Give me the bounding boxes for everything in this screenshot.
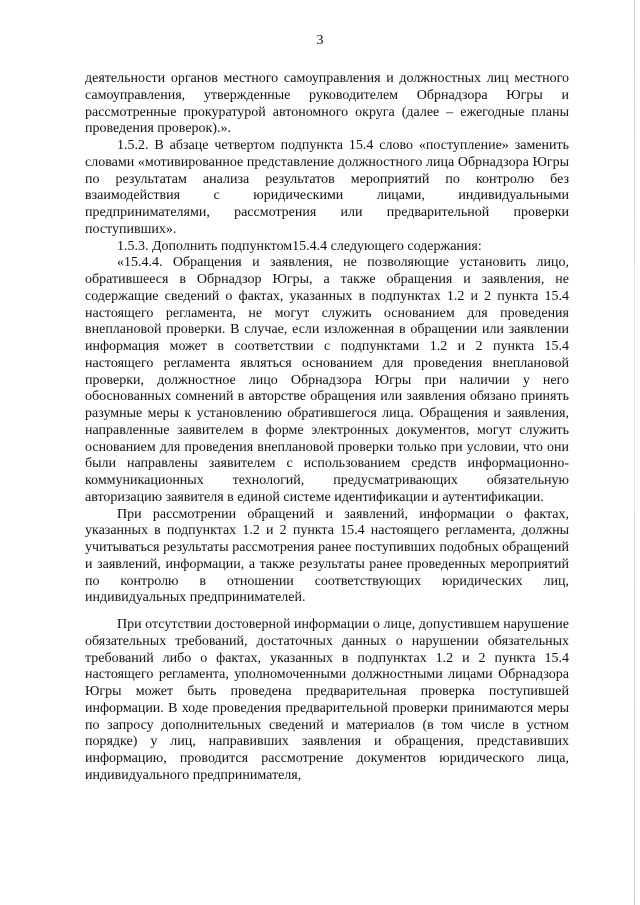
paragraph-15-4-4: «15.4.4. Обращения и заявления, не позволяющие установить лицо, обратившееся в Обрнадзор Югры, а также обращения и заявления, не содержащие сведений о фактах, указанных в подпунктах 1.2 и 2 пункта 15.4 настоящего регламента, не могут служить основанием для проведения внеплановой проверки. В случае, если изложенная в обращении или заявлении информация может в соответствии с подпунктами 1.2 и 2 пункта 15.4 настоящего регламента являться основанием для проведения внеплановой проверки, должностное лицо Обрнадзора Югры при наличии у него обоснованных сомнений в авторстве обращения или заявления обязано принять разумные меры к установлению обратившегося лица. Обращения и заявления, направленные заявителем в форме электронных документов, могут служить основанием для проведения внеплановой проверки только при условии, что они были направлены заявителем с использованием средств информационно-коммуникационных технологий, предусматривающих обязательную авторизацию заявителя в единой системе идентификации и аутентификации. xyxy=(85,255,569,505)
page-number: 3 xyxy=(316,33,324,48)
paragraph-1-5-3: 1.5.3. Дополнить подпунктом15.4.4 следующего содержания: xyxy=(117,238,482,254)
paragraph-preliminary-check: При отсутствии достоверной информации о лице, допустившем нарушение обязательных требований, достаточных данных о нарушении обязательных требований либо о фактах, указанных в подпунктах 1.2 и 2 пункта 15.4 настоящего регламента, уполномоченными должностными лицами Обрнадзора Югры может быть проведена предварительная проверка поступившей информации. В ходе проведения предварительной проверки принимаются меры по запросу дополнительных сведений и материалов (в том числе в устном порядке) у лиц, направивших заявления и обращения, представивших информацию, проводится рассмотрение документов юридического лица, индивидуального предпринимателя, xyxy=(85,617,569,783)
scan-edge-line xyxy=(634,0,635,905)
document-body xyxy=(85,71,569,785)
paragraph-continuation: деятельности органов местного самоуправления и должностных лиц местного самоуправления, утвержденные руководителем Обрнадзора Югры и рассмотренные прокуратурой автономного округа (далее – ежегодные планы проведения проверок).». xyxy=(85,71,569,137)
paragraph-consideration: При рассмотрении обращений и заявлений, информации о фактах, указанных в подпунктах 1.2 и 2 пункта 15.4 настоящего регламента, должны учитываться результаты рассмотрения ранее поступивших подобных обращений и заявлений, информации, а также результаты ранее проведенных мероприятий по контролю в отношении соответствующих юридических лиц, индивидуальных предпринимателей. xyxy=(85,506,569,606)
paragraph-1-5-2: 1.5.2. В абзаце четвертом подпункта 15.4 слово «поступление» заменить словами «мотивированное представление должностного лица Обрнадзора Югры по результатам анализа результатов мероприятий по контролю без взаимодействия с юридическими лицами, индивидуальными предпринимателями, рассмотрения или предварительной проверки поступивших». xyxy=(85,138,569,237)
